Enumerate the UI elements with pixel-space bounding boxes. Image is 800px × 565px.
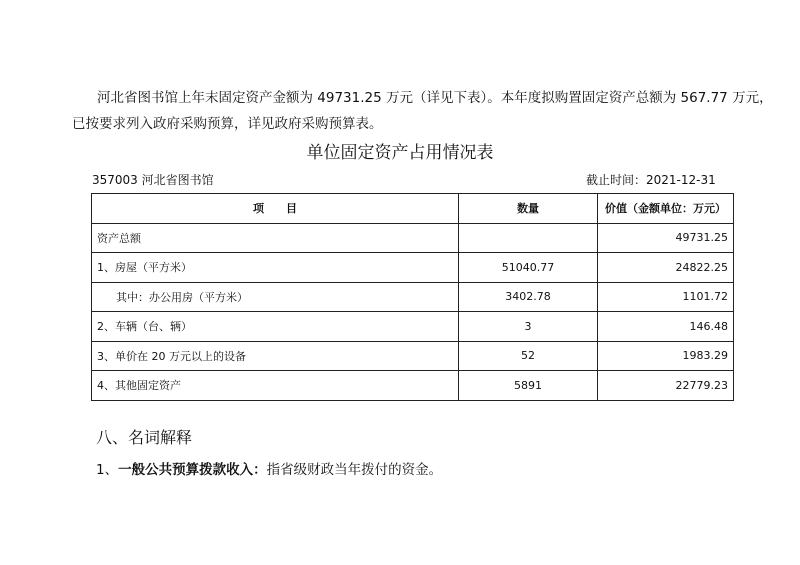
row-item: 资产总额 — [92, 223, 459, 253]
row-value: 49731.25 — [598, 223, 734, 253]
header-quantity: 数量 — [459, 194, 598, 224]
row-quantity: 3 — [459, 312, 598, 342]
table-row — [92, 253, 734, 283]
header-value: 价值（金额单位：万元） — [598, 194, 734, 224]
table-header-row — [92, 194, 734, 224]
row-quantity: 51040.77 — [459, 253, 598, 283]
row-quantity: 52 — [459, 341, 598, 371]
row-value: 22779.23 — [598, 371, 734, 401]
header-item: 项 目 — [92, 194, 459, 224]
definition-number: 1、 — [96, 462, 119, 478]
intro-paragraph-line-1: 河北省图书馆上年末固定资产金额为 49731.25 万元（详见下表）。本年度拟购置固定资产总额为 567.77 万元， — [97, 90, 773, 106]
row-value: 146.48 — [598, 312, 734, 342]
organization-label: 357003 河北省图书馆 — [92, 173, 214, 187]
table-row — [92, 312, 734, 342]
row-item: 4、其他固定资产 — [92, 371, 459, 401]
section-heading: 八、名词解释 — [96, 428, 193, 447]
row-value: 1983.29 — [598, 341, 734, 371]
table-row — [92, 223, 734, 253]
row-value: 24822.25 — [598, 253, 734, 283]
row-item: 2、车辆（台、辆） — [92, 312, 459, 342]
intro-paragraph-line-2: 已按要求列入政府采购预算，详见政府采购预算表。 — [72, 116, 383, 132]
row-quantity: 3402.78 — [459, 282, 598, 312]
table-row — [92, 282, 734, 312]
definition-text: 指省级财政当年拨付的资金。 — [266, 462, 443, 478]
definition-term: 一般公共预算拨款收入： — [118, 462, 267, 478]
fixed-assets-table — [91, 193, 734, 401]
row-item: 1、房屋（平方米） — [92, 253, 459, 283]
cutoff-date-label: 截止时间：2021-12-31 — [586, 173, 716, 187]
row-item: 3、单价在 20 万元以上的设备 — [92, 341, 459, 371]
definition-item — [96, 458, 442, 478]
row-quantity: 5891 — [459, 371, 598, 401]
table-title: 单位固定资产占用情况表 — [306, 143, 494, 163]
row-quantity — [459, 223, 598, 253]
table-row — [92, 371, 734, 401]
row-item: 其中：办公用房（平方米） — [92, 282, 459, 312]
row-value: 1101.72 — [598, 282, 734, 312]
table-row — [92, 341, 734, 371]
